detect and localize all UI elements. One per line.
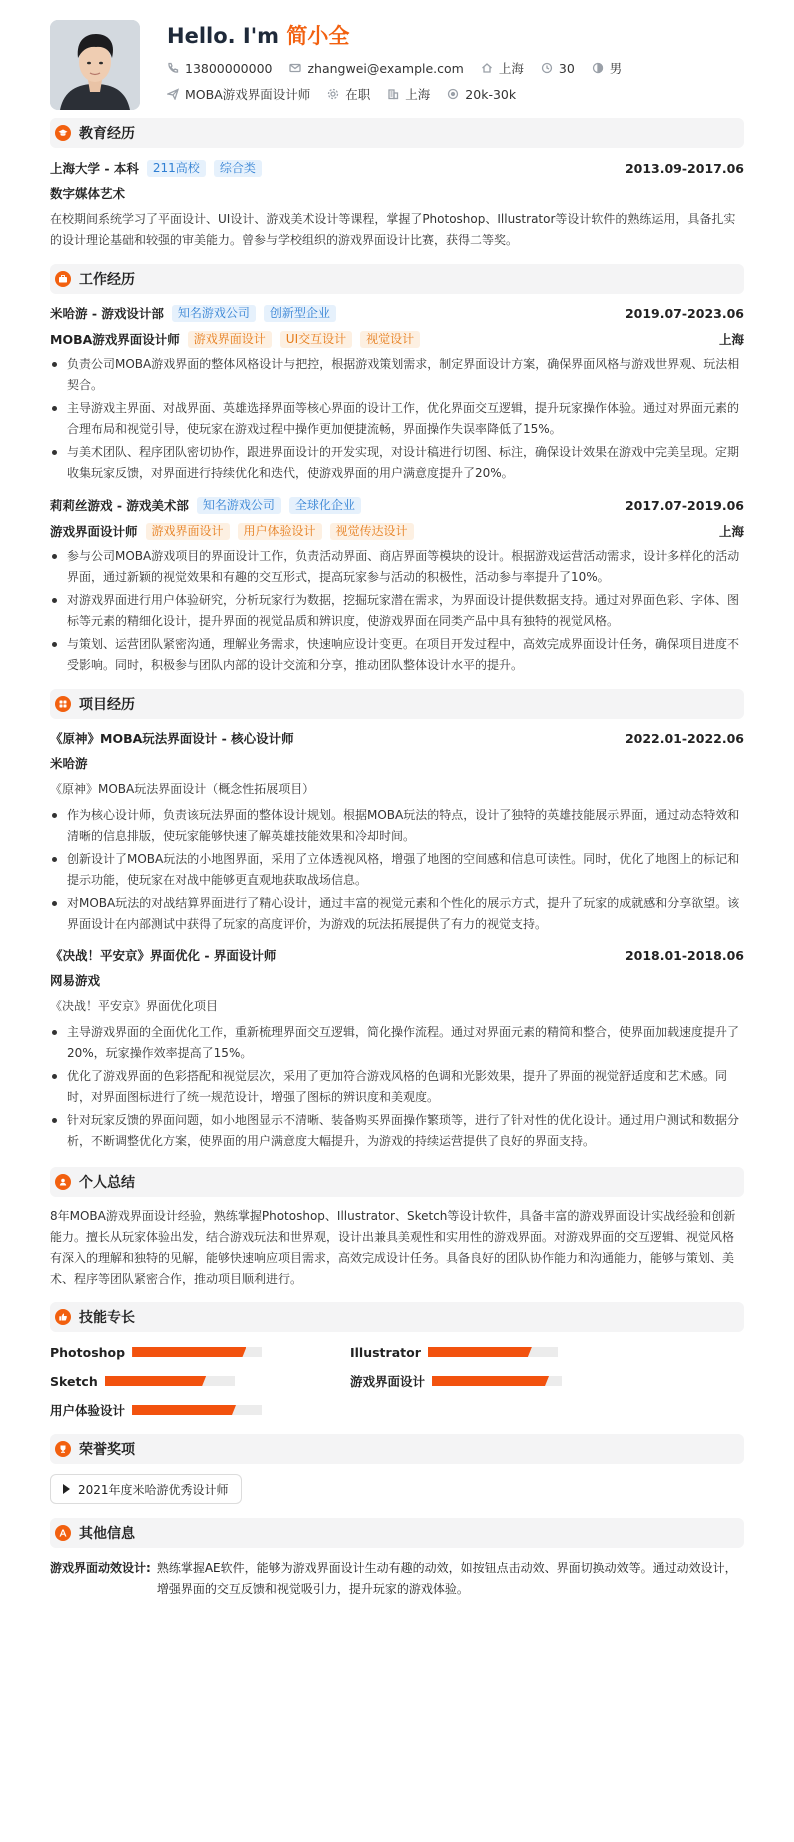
thumbs-up-icon [55, 1309, 71, 1325]
skill-fill [432, 1376, 549, 1386]
role-tag: 游戏界面设计 [146, 523, 230, 540]
projects-section-header [50, 689, 744, 719]
contact-row [167, 58, 639, 78]
gender-icon [592, 62, 604, 74]
awards-list [50, 1474, 744, 1504]
home-city-item [481, 59, 524, 77]
job-role: MOBA游戏界面设计师 [50, 332, 180, 347]
avatar [50, 20, 140, 110]
skill-name: Sketch [50, 1373, 98, 1389]
job-city: 上海 [718, 524, 744, 539]
skill-bar [132, 1405, 262, 1415]
summary-section-header [50, 1167, 744, 1197]
other-info-label: 游戏界面动效设计: [50, 1561, 151, 1575]
home-icon [481, 62, 493, 74]
other-section-header [50, 1518, 744, 1548]
job-intent-row [167, 84, 639, 104]
project-head [50, 728, 744, 748]
school-tag: 211高校 [147, 160, 206, 177]
avatar-portrait-icon [50, 20, 140, 110]
greeting-line [167, 21, 639, 51]
list-item: 优化了游戏界面的色彩搭配和视觉层次，采用了更加符合游戏风格的色调和光影效果，提升了界面的视觉舒适度和艺术感。同时，对界面图标进行了统一规范设计，增强了图标的辨识度和美观度。 [50, 1066, 744, 1107]
list-item: 对游戏界面进行用户体验研究，分析玩家行为数据，挖掘玩家潜在需求，为界面设计提供数据支持。通过对界面色彩、字体、图标等元素的精细化设计，提升界面的视觉品质和辨识度，使游戏界面在同类产品中具有独特的视觉风格。 [50, 590, 744, 631]
project-company: 网易游戏 [50, 973, 101, 988]
education-date: 2013.09-2017.06 [624, 160, 744, 176]
job-date: 2019.07-2023.06 [624, 305, 744, 321]
list-item: 作为核心设计师，负责该玩法界面的整体设计规划。根据MOBA玩法的特点，设计了独特的英雄技能展示界面，通过动态特效和清晰的信息排版，使玩家能够快速了解英雄技能效果和冷却时间。 [50, 805, 744, 846]
job-head [50, 495, 744, 515]
age-value: 30 [558, 60, 575, 76]
job-entry [50, 495, 744, 675]
education-head [50, 158, 744, 178]
status-item [327, 85, 370, 103]
skills-grid [50, 1342, 744, 1420]
projects-title: 项目经历 [79, 697, 135, 713]
job-city: 上海 [718, 332, 744, 347]
skill-item [50, 1400, 350, 1420]
skill-fill [428, 1347, 532, 1357]
education-title: 教育经历 [79, 126, 135, 142]
skill-fill [132, 1347, 246, 1357]
role-tag: 视觉传达设计 [330, 523, 414, 540]
work-city: 上海 [405, 87, 431, 102]
education-description: 在校期间系统学习了平面设计、UI设计、游戏美术设计等课程，掌握了Photoshop、Illustrator等设计软件的熟练运用，具备扎实的设计理论基础和较强的审美能力。曾参与学校组织的游戏界面设计比赛，获得二等奖。 [50, 212, 736, 247]
skill-bar [432, 1376, 562, 1386]
project-name: 《决战！平安京》界面优化 - 界面设计师 [50, 948, 277, 963]
other-info-row [50, 1558, 744, 1600]
company-name: 莉莉丝游戏 - 游戏美术部 [50, 498, 189, 513]
list-item: 创新设计了MOBA玩法的小地图界面，采用了立体透视风格，增强了地图的空间感和信息可读性。同时，优化了地图上的标记和提示功能，使玩家在对战中能够更直观地获取战场信息。 [50, 849, 744, 890]
phone-item [167, 61, 272, 76]
summary-text: 8年MOBA游戏界面设计经验，熟练掌握Photoshop、Illustrator、Sketch等设计软件，具备丰富的游戏界面设计实战经验和创新能力。擅长从玩家体验出发，结合游戏玩法和世界观，设计出兼具美观性和实用性的游戏界面。对游戏界面的交互逻辑、视觉风格有深入的理解和独特的见解，能够快速响应项目需求，高效完成设计任务。具备良好的团队协作能力和沟通能力，能够与策划、美术、程序等团队紧密合作，推动项目顺利进行。 [50, 1209, 736, 1286]
list-item: 主导游戏主界面、对战界面、英雄选择界面等核心界面的设计工作，优化界面交互逻辑，提升玩家操作体验。通过对界面元素的合理布局和视觉引导，使玩家在游戏过程中操作更加便捷流畅，界面操作失误率降低了15%。 [50, 398, 744, 439]
skill-item [50, 1371, 350, 1391]
list-item: 参与公司MOBA游戏项目的界面设计工作，负责活动界面、商店界面等模块的设计。根据游戏运营活动需求，设计多样化的活动界面，通过新颖的视觉效果和有趣的交互形式，提高玩家参与活动的积极性，活动参与率提升了10%。 [50, 546, 744, 587]
skill-bar [132, 1347, 262, 1357]
company-name: 米哈游 - 游戏设计部 [50, 306, 164, 321]
project-subtitle: 《决战！平安京》界面优化项目 [50, 999, 219, 1013]
awards-section-header [50, 1434, 744, 1464]
gear-icon [327, 88, 339, 100]
project-name: 《原神》MOBA玩法界面设计 - 核心设计师 [50, 731, 294, 746]
other-info-text: 熟练掌握AE软件，能够为游戏界面设计生动有趣的动效，如按钮点击动效、界面切换动效等。通过动效设计，增强界面的交互反馈和视觉吸引力，提升玩家的游戏体验。 [156, 1561, 737, 1596]
skill-fill [105, 1376, 206, 1386]
list-item: 与策划、运营团队紧密沟通，理解业务需求，快速响应设计变更。在项目开发过程中，高效完成界面设计任务，确保项目进度不受影响。同时，积极参与团队内部的设计交流和分享，推动团队整体设计水平的提升。 [50, 634, 744, 675]
list-item: 负责公司MOBA游戏界面的整体风格设计与把控，根据游戏策划需求，制定界面设计方案，确保界面风格与游戏世界观、玩法相契合。 [50, 354, 744, 395]
email-item [289, 61, 463, 76]
job-bullets [50, 354, 744, 483]
skill-name: Photoshop [50, 1344, 126, 1360]
project-entry [50, 728, 744, 934]
job-date: 2017.07-2019.06 [624, 497, 744, 513]
skill-name: 用户体验设计 [50, 1403, 126, 1418]
list-item: 主导游戏界面的全面优化工作，重新梳理界面交互逻辑，简化操作流程。通过对界面元素的精简和整合，使界面加载速度提升了20%，玩家操作效率提高了15%。 [50, 1022, 744, 1063]
trophy-icon [55, 1441, 71, 1457]
role-tag: 用户体验设计 [238, 523, 322, 540]
education-entry [50, 158, 744, 251]
education-section-header [50, 118, 744, 148]
job-role-row [50, 521, 744, 541]
company-tag: 知名游戏公司 [172, 305, 256, 322]
major: 数字媒体艺术 [50, 186, 126, 201]
job-bullets [50, 546, 744, 675]
job-role-row [50, 329, 744, 349]
header-info [167, 20, 639, 112]
project-date: 2022.01-2022.06 [624, 730, 744, 746]
mail-icon [289, 62, 301, 74]
graduation-icon [55, 125, 71, 141]
skills-title: 技能专长 [79, 1310, 135, 1326]
skill-name: 游戏界面设计 [350, 1374, 426, 1389]
skill-fill [132, 1405, 236, 1415]
award-item [50, 1474, 242, 1504]
grid-icon [55, 696, 71, 712]
position-item [167, 85, 310, 103]
skill-bar [105, 1376, 235, 1386]
project-date: 2018.01-2018.06 [624, 947, 744, 963]
greeting-text: Hello. I'm [167, 24, 287, 48]
summary-title: 个人总结 [79, 1175, 135, 1191]
school-name: 上海大学 - 本科 [50, 161, 139, 176]
role-tag: UI交互设计 [280, 331, 352, 348]
candidate-name: 简小全 [286, 24, 350, 48]
age-icon [541, 62, 553, 74]
work-title: 工作经历 [79, 272, 135, 288]
letter-a-icon [55, 1525, 71, 1541]
award-label: 2021年度米哈游优秀设计师 [78, 1482, 229, 1497]
company-tag: 创新型企业 [264, 305, 336, 322]
user-icon [55, 1174, 71, 1190]
phone-icon [167, 62, 179, 74]
play-icon [63, 1484, 70, 1494]
school-tag: 综合类 [214, 160, 262, 177]
send-icon [167, 88, 179, 100]
project-entry [50, 945, 744, 1151]
role-tag: 视觉设计 [360, 331, 420, 348]
project-head [50, 945, 744, 965]
skill-bar [428, 1347, 558, 1357]
email-address: zhangwei@example.com [307, 60, 464, 76]
list-item: 对MOBA玩法的对战结算界面进行了精心设计，通过丰富的视觉元素和个性化的展示方式，提升了玩家的成就感和分享欲望。该界面设计在内部测试中获得了玩家的高度评价，为游戏的玩法拓展提供了有力的视觉支持。 [50, 893, 744, 934]
project-subtitle: 《原神》MOBA玩法界面设计（概念性拓展项目） [50, 782, 315, 796]
skill-item [50, 1342, 350, 1362]
age-item [541, 61, 575, 76]
company-tag: 全球化企业 [289, 497, 361, 514]
work-city-item [387, 85, 430, 103]
resume-header [50, 20, 744, 112]
role-tag: 游戏界面设计 [188, 331, 272, 348]
skills-section-header [50, 1302, 744, 1332]
skill-item [350, 1371, 650, 1391]
job-entry [50, 303, 744, 483]
target-position: MOBA游戏界面设计师 [185, 87, 311, 102]
skill-item [350, 1342, 650, 1362]
building-icon [387, 88, 399, 100]
phone-number: 13800000000 [185, 60, 273, 76]
list-item: 针对玩家反馈的界面问题，如小地图显示不清晰、装备购买界面操作繁琐等，进行了针对性的优化设计。通过用户测试和数据分析，不断调整优化方案，使界面的用户满意度大幅提升，为游戏的持续运营提供了良好的界面支持。 [50, 1110, 744, 1151]
salary-icon [447, 88, 459, 100]
list-item: 与美术团队、程序团队密切协作，跟进界面设计的开发实现，对设计稿进行切图、标注，确保设计效果在游戏中完美呈现。定期收集玩家反馈，对界面进行持续优化和迭代，使游戏界面的用户满意度提升了20%。 [50, 442, 744, 483]
skill-name: Illustrator [350, 1344, 421, 1360]
home-city: 上海 [498, 61, 524, 76]
briefcase-icon [55, 271, 71, 287]
project-company: 米哈游 [50, 756, 88, 771]
work-section-header [50, 264, 744, 294]
salary-item [447, 87, 516, 102]
job-head [50, 303, 744, 323]
other-title: 其他信息 [79, 1526, 135, 1542]
expected-salary: 20k-30k [465, 86, 517, 102]
job-role: 游戏界面设计师 [50, 524, 138, 539]
project-bullets [50, 805, 744, 934]
gender-item [592, 59, 623, 77]
awards-title: 荣誉奖项 [79, 1442, 135, 1458]
company-tag: 知名游戏公司 [197, 497, 281, 514]
gender-value: 男 [609, 61, 623, 76]
employment-status: 在职 [345, 87, 371, 102]
project-bullets [50, 1022, 744, 1151]
